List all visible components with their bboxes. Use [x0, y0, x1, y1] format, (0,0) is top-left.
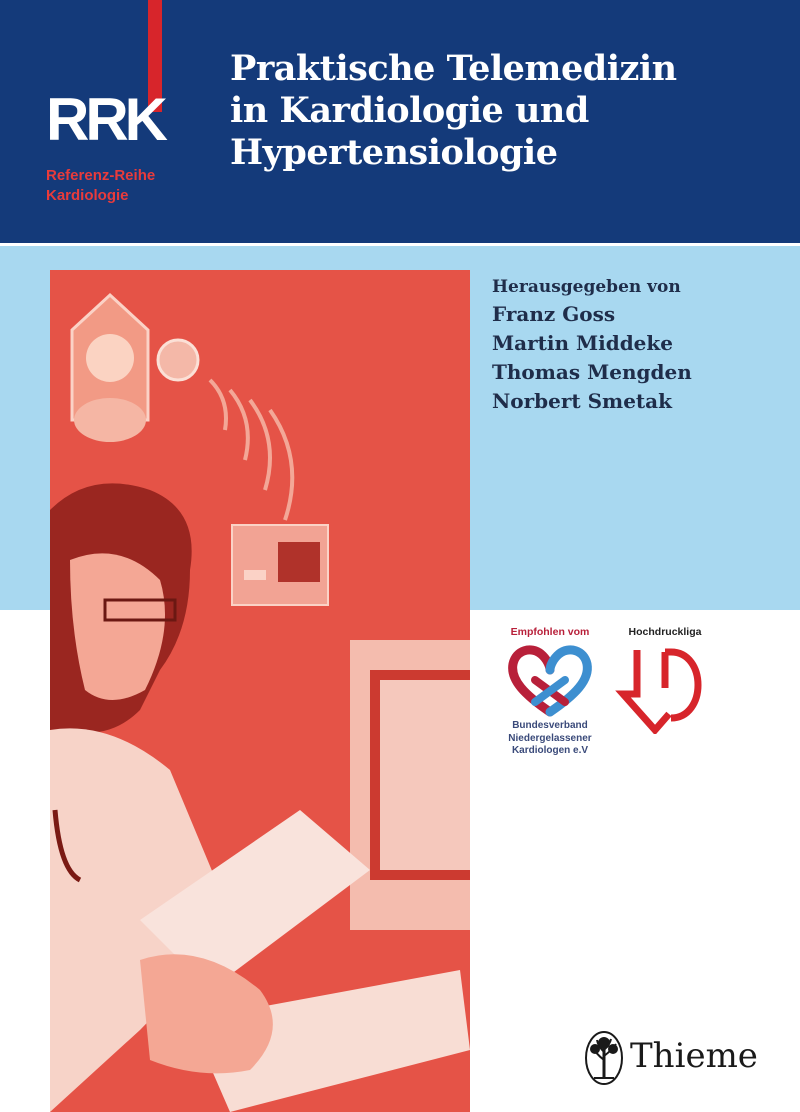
bnk-organization	[495, 720, 605, 758]
bnk-recommended-label: Empfohlen vom	[510, 626, 590, 638]
editor-name: Franz Goss	[492, 302, 616, 326]
tree-icon	[584, 1030, 624, 1086]
series-name-line2: Kardiologie	[46, 187, 129, 204]
editors	[492, 274, 792, 416]
bnk-org-line2: Niedergelassener	[508, 732, 592, 744]
title-line1: Praktische Telemedizin	[230, 48, 677, 89]
heart-ribbon-icon	[505, 640, 595, 720]
bnk-badge	[495, 626, 605, 758]
series-name-line1: Referenz-Reihe	[46, 167, 156, 184]
hochdruckliga-badge	[610, 626, 720, 734]
editor-name: Norbert Smetak	[492, 389, 672, 413]
publisher-name: Thieme	[630, 1036, 758, 1076]
hochdruckliga-label: Hochdruckliga	[628, 626, 702, 638]
rrk-logo-text: RRK	[46, 86, 164, 150]
bnk-org-line1: Bundesverband	[512, 720, 588, 731]
publisher-logo	[584, 1030, 784, 1086]
title-line2: in Kardiologie und	[230, 90, 589, 131]
title-line3: Hypertensiologie	[230, 132, 558, 173]
rrk-logo	[46, 86, 206, 150]
cover-photo	[50, 270, 470, 1112]
bnk-org-line3: Kardiologen e.V	[511, 745, 589, 756]
book-title	[230, 48, 790, 174]
series-name	[46, 166, 216, 206]
editor-name: Martin Middeke	[492, 331, 673, 355]
editor-name: Thomas Mengden	[492, 360, 692, 384]
down-arrow-d-icon	[615, 644, 715, 734]
editors-lead: Herausgegeben von	[492, 277, 681, 297]
